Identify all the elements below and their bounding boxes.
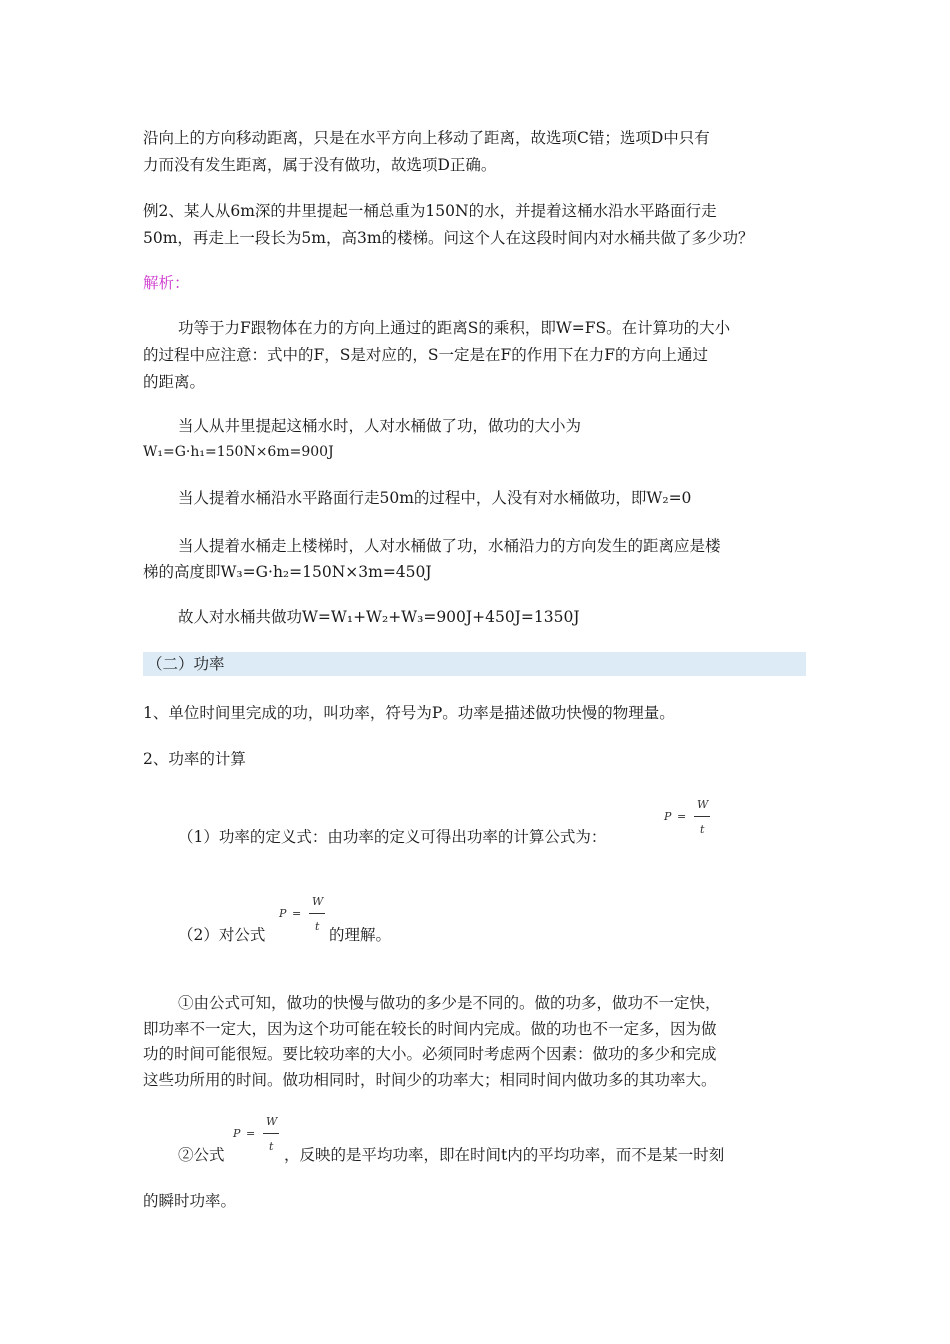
text-line: 的距离。 <box>143 373 206 391</box>
text-line: 功等于力F跟物体在力的方向上通过的距离S的乘积，即W=FS。在计算功的大小 <box>178 319 731 337</box>
power-formula: P = W t <box>664 798 709 836</box>
section-heading: （二）功率 <box>147 655 225 673</box>
text-line: （1）功率的定义式：由功率的定义可得出功率的计算公式为： <box>178 828 607 846</box>
text-line: 力而没有发生距离，属于没有做功，故选项D正确。 <box>143 156 497 174</box>
text-line: 功的时间可能很短。要比较功率的大小。必须同时考虑两个因素：做功的多少和完成 <box>143 1045 717 1063</box>
text-line: ②公式 <box>178 1146 225 1164</box>
text-line: 沿向上的方向移动距离，只是在水平方向上移动了距离，故选项C错；选项D中只有 <box>143 129 710 147</box>
text-line: 的过程中应注意：式中的F，S是对应的，S一定是在F的作用下在力F的方向上通过 <box>143 346 709 364</box>
section-heading-band <box>143 652 806 676</box>
text-line: 的理解。 <box>329 926 392 944</box>
text-line: 1、单位时间里完成的功，叫功率，符号为P。功率是描述做功快慢的物理量。 <box>143 704 675 722</box>
text-line: 当人提着水桶沿水平路面行走50m的过程中，人没有对水桶做功，即W₂=0 <box>178 489 692 507</box>
power-formula: P = W t <box>233 1115 278 1153</box>
text-line: 当人从井里提起这桶水时，人对水桶做了功，做功的大小为 <box>178 417 582 435</box>
equation-w1: W₁=G·h₁=150N×6m=900J <box>143 444 334 460</box>
analysis-label: 解析： <box>143 274 190 292</box>
text-line: （2）对公式 <box>178 926 266 944</box>
text-line: 2、功率的计算 <box>143 750 246 768</box>
example-question-line: 50m，再走上一段长为5m，高3m的楼梯。问这个人在这段时间内对水桶共做了多少功？ <box>143 229 754 247</box>
text-line: ①由公式可知，做功的快慢与做功的多少是不同的。做的功多，做功不一定快， <box>178 994 721 1012</box>
text-line: 这些功所用的时间。做功相同时，时间少的功率大；相同时间内做功多的其功率大。 <box>143 1071 717 1089</box>
text-line: 梯的高度即W₃=G·h₂=150N×3m=450J <box>143 563 432 581</box>
text-line: 当人提着水桶走上楼梯时，人对水桶做了功，水桶沿力的方向发生的距离应是楼 <box>178 537 721 555</box>
total-work-line: 故人对水桶共做功W=W₁+W₂+W₃=900J+450J=1350J <box>178 608 580 626</box>
power-formula: P = W t <box>279 895 324 933</box>
text-line: 即功率不一定大，因为这个功可能在较长的时间内完成。做的功也不一定多，因为做 <box>143 1020 717 1038</box>
text-line: ，反映的是平均功率，即在时间t内的平均功率，而不是某一时刻 <box>284 1146 725 1164</box>
text-line: 的瞬时功率。 <box>143 1192 237 1210</box>
example-question-line: 例2、某人从6m深的井里提起一桶总重为150N的水，并提着这桶水沿水平路面行走 <box>143 202 717 220</box>
